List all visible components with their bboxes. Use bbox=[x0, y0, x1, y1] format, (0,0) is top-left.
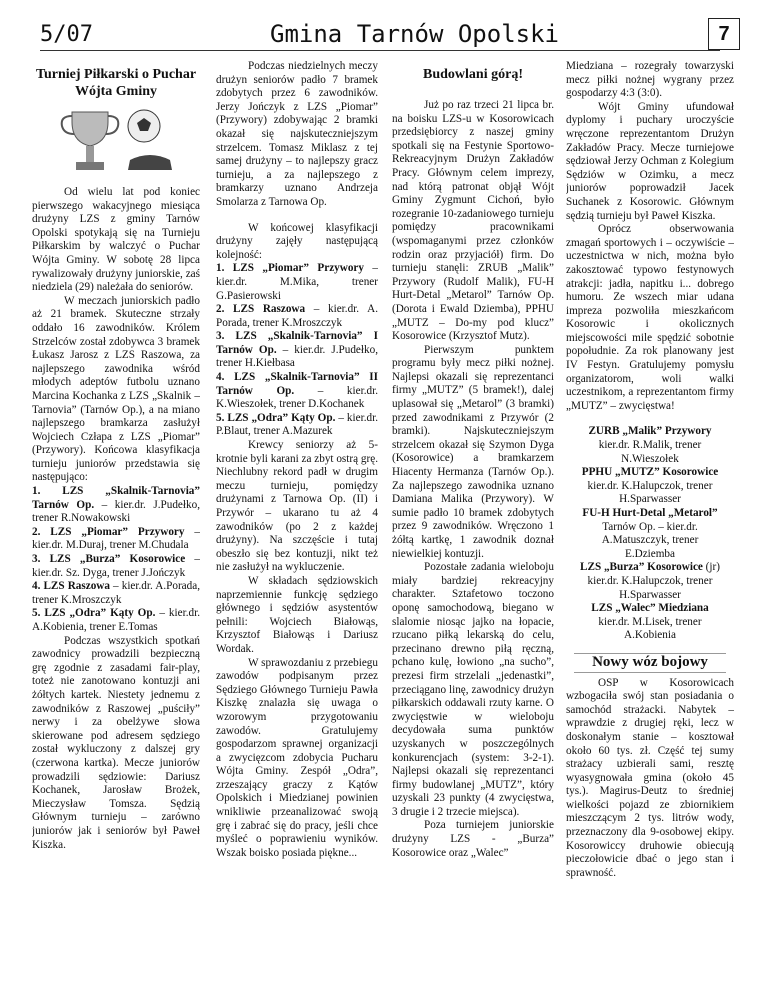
article-title-tournament: Turniej Piłkarski o Puchar Wójta Gminy bbox=[35, 67, 197, 99]
paragraph: Od wielu lat pod koniec pierwszego wakacyjnego miesiąca drużyny LZS z gminy Tarnów Opolski spotykają się na Turnieju Piłkarskim by walczyć o Puchar Wójta Gminy. W sobotę 28 lipca rywalizowały drużyny juniorskie, zaś niedziela (29) należała do seniorów. bbox=[32, 186, 200, 294]
paragraph: OSP w Kosorowicach wzbogaciła swój stan posiadania o samochód strażacki. Nabytek – wprawdzie z drugiej ręki, lecz w doskonałym stanie – kosztował około 60 tys. zł. Część tej sumy strażacy uzbierali sami, resztę wyasygnowała gmina (około 45 tys.). Magirus-Deutz to średniej wielkości pojazd ze zbiornikiem mieszczącym 2 tys. litrów wody, przeznaczony dla 9-osobowej ekipy. Kosorowiccy druhowie obiecują pieczołowicie dbać o jego stan i sprawność. bbox=[566, 676, 734, 879]
trophy-ball-illustration bbox=[32, 104, 200, 180]
article-title-builders: Budowlani górą! bbox=[423, 67, 523, 82]
team-detail: Tarnów Op. – kier.dr. bbox=[602, 520, 698, 533]
ranking-item: 2. LZS Raszowa – kier.dr. A. Porada, trener K.Mroszczyk bbox=[216, 303, 378, 329]
ranking-item: 4. LZS Raszowa – kier.dr. A.Porada, trener K.Mroszczyk bbox=[32, 580, 200, 606]
ranking-item: 3. LZS „Skalnik-Tarnovia” I Tarnów Op. – kier.dr. J.Pudełko, trener H.Kiełbasa bbox=[216, 330, 378, 370]
paragraph: W końcowej klasyfikacji drużyny zajęły następującą kolejność: bbox=[216, 221, 378, 261]
paragraph: W sprawozdaniu z przebiegu zawodów podpisanym przez Sędziego Głównego Turnieju Pawła Kiszkę znalazła się uwaga o wzorowym przygotowaniu zawodów. Gratulujemy gospodarzom sprawnej organizacji a zwycięzcom zdobycia Pucharu Wójta Gminy. Zespół „Odra”, zrzeszający graczy z Kątów Opolskich i Miedzianej powinien wnikliwie przeanalizować swoją grę i zabrać się do pracy, jeśli chce myśleć o poprawieniu wyników. Wszak boisko posiada piękne... bbox=[216, 656, 378, 859]
ranking-item: 3. LZS „Burza” Kosorowice – kier.dr. Sz. Dyga, trener J.Jończyk bbox=[32, 553, 200, 579]
issue-number: 5/07 bbox=[40, 22, 93, 47]
team-name: LZS „Burza” Kosorowice (jr) bbox=[580, 561, 720, 574]
team-detail: A.Matuszczyk, trener bbox=[601, 534, 699, 547]
team-detail: kier.dr. K.Halupczok, trener bbox=[587, 574, 713, 587]
team-name: LZS „Walec” Miedziana bbox=[591, 602, 709, 615]
column-1 bbox=[32, 60, 200, 986]
column-4 bbox=[566, 60, 734, 986]
team-detail: A.Kobienia bbox=[624, 629, 676, 642]
paragraph: Pierwszym punktem programu były mecz piłki nożnej. Najlepsi okazali się reprezentanci firmy „MUTZ” (5 bramek!), dalej uplasował się „Metarol” (3 bramki) przed zawodnikami z Przywór (2 bramki). Najskuteczniejszym strzelcem okazał się Szymon Dyga (Kosorowice) a bramkarzem Hiacenty Hermanza (Tarnów Op.). Za najlepszego zawodnika uznano Damiana Malika (Przywory). W sumie padło 10 bramek zdobytych przez 9 zawodników. Wręczono 1 żółtą kartkę, 1 zawodnik doznał niewielkiej kontuzji. bbox=[392, 343, 554, 560]
header-rule bbox=[40, 50, 720, 51]
team-detail: kier.dr. M.Lisek, trener bbox=[598, 615, 702, 628]
team-detail: H.Sparwasser bbox=[619, 588, 681, 601]
paragraph: Miedziana – rozegrały towarzyski mecz piłki nożnej wygrany przez gospodarzy 4:3 (3:0). bbox=[566, 60, 734, 100]
team-detail: E.Dziemba bbox=[624, 547, 675, 560]
page-header bbox=[40, 18, 740, 52]
column-3 bbox=[392, 60, 554, 986]
article-title-fire-truck: Nowy wóz bojowy bbox=[574, 653, 726, 673]
ranking-item: 5. LZS „Odra” Kąty Op. – kier.dr. P.Blaut, trener A.Mazurek bbox=[216, 411, 378, 438]
ranking-item: 1. LZS „Skalnik-Tarnovia” Tarnów Op. – kier.dr. J.Pudełko, trener R.Nowakowski bbox=[32, 485, 200, 525]
paragraph: Poza turniejem juniorskie drużyny LZS - „Burza” Kosorowice oraz „Walec” bbox=[392, 819, 554, 859]
paragraph: W meczach juniorskich padło aż 21 bramek. Skuteczne strzały oddało 16 zawodników. Królem Strzelców został zdobywca 3 bramek Łukasz Jarosz z LZS Raszowa, za najlepszego zawodnika wśród młodych adeptów futbolu uznano Marcina Kochanka z LZS „Skalnik – Tarnovia” (Tarnów Op.), a na miano najlepszego bramkarza zasłużył Wojciech Człapa z LZS „Piomar” (Przywory). Końcowa klasyfikacja turnieju juniorów przedstawia się następująco: bbox=[32, 294, 200, 484]
team-detail: H.Sparwasser bbox=[619, 493, 681, 506]
paragraph: Wójt Gminy ufundował dyplomy i puchary uroczyście wręczone reprezentantom Drużyn Zakładów Pracy. Mecze turniejowe sędziował Jerzy Ochman z Kolegium Sędziów w Ozimku, a mecz juniorów poprowadził Jacek Suchanek z Kosorowic. Głównym sędzią turnieju był Paweł Kiszka. bbox=[566, 100, 734, 222]
ranking-item: 4. LZS „Skalnik-Tarnovia” II Tarnów Op. – kier.dr. K.Wieszołek, trener D.Kochanek bbox=[216, 371, 378, 411]
team-detail: kier.dr. K.Halupczok, trener bbox=[587, 479, 713, 492]
team-name: ZURB „Malik” Przywory bbox=[588, 425, 712, 438]
paragraph: Krewcy seniorzy aż 5-krotnie byli karani za zbyt ostrą grę. Niechlubny rekord padł w drugim meczu turnieju, pomiędzy drużynami z Tarnowa Op. (II) i Przywór – ukarano tu aż 4 zawodników (po 2 z każdej drużyny). Na szczęście i tutaj obeszło się bez kontuzji, nikt też nie zasłużył na wykluczenie. bbox=[216, 439, 378, 574]
paragraph: W składach sędziowskich naprzemiennie funkcję sędziego głównego i sędziów asystentów pełnili: Wojciech Białowąs, Krzysztof Białowąs i Dariusz Wordak. bbox=[216, 574, 378, 655]
ranking-item: 5. LZS „Odra” Kąty Op. – kier.dr. A.Kobienia, trener E.Tomas bbox=[32, 607, 200, 633]
column-2 bbox=[216, 60, 378, 986]
paragraph: Pozostałe zadania wieloboju miały bardziej rekreacyjny charakter. Sztafetowo toczono oponę samochodową, biegano w slalomie niosąc jajko na łopacie, rzucano piłką lekarską do celu, przecinano drewno piłą ręczną, pchano kulę, łowiono „na sucho”, prezesi firm strzelali „jedenastki”, przeciągano linę, zawodnicy drużyn piłkarskich oddawali rzuty karne. O zwycięstwie w wieloboju decydowała suma punktów uzyskanych w poszczególnych konkurencjach (system: 3-2-1). Najlepsi okazali się reprezentanci firmy budowlanej „MUTZ”, który uzyskali 23 punkty (4 zwycięstwa, 3 drugie i 2 trzecie miejsca). bbox=[392, 561, 554, 818]
team-detail: N.Wieszołek bbox=[621, 452, 679, 465]
page-number: 7 bbox=[708, 18, 740, 50]
team-name: PPHU „MUTZ” Kosorowice bbox=[581, 466, 719, 479]
newspaper-title: Gmina Tarnów Opolski bbox=[270, 20, 559, 48]
ranking-item: 2. LZS „Piomar” Przywory – kier.dr. M.Duraj, trener M.Chudala bbox=[32, 525, 200, 552]
ranking-item: 1. LZS „Piomar” Przywory – kier.dr. M.Mika, trener G.Pasierowski bbox=[216, 262, 378, 302]
paragraph: Już po raz trzeci 21 lipca br. na boisku LZS-u w Kosorowicach przedsiębiorcy z naszej gminy spotkali się na Festynie Sportowo-Rekreacyjnym Drużyn Zakładów Pracy. Głównym celem imprezy, nad którą patronat objął Wójt Gminy Zygmunt Cichoń, było rozegranie 10-zadaniowego turnieju pomiędzy pracownikami (wspomaganymi przez członków rodzin oraz przyjaciół) firm. Do turnieju stanęli: ZRUB „Malik” Przywory (Rudolf Malik), FU-H Hurt-Detal „Metarol” Tarnów Op. (Dorota i Ewald Dziemba), PPHU „MUTZ – Do-my pod klucz” Kosorowice (Krzysztof Mutz). bbox=[392, 99, 554, 343]
team-detail: kier.dr. R.Malik, trener bbox=[598, 439, 702, 452]
paragraph: Podczas niedzielnych meczy drużyn seniorów padło 7 bramek zdobytych przez 6 zawodników. Jerzy Jończyk z LZS „Piomar” (Przywory) zdobywając 2 bramki okazał się najskuteczniejszym strzelcem. Tomasz Miklasz z tej samej drużyny – to najlepszy gracz turnieju, a za najlepszego z bramkarzy uznano Andrzeja Smolarza z Tarnowa Op. bbox=[216, 60, 378, 208]
paragraph: Oprócz obserwowania zmagań sportowych i – oczywiście – uczestnictwa w nich, można było zakosztować typowo festynowych atrakcji: jadła, napitku i... dobrego humoru. Ze wszech miar udana impreza pozwoliła mieszkańcom Kosorowic i okolicznych miejscowości mile spędzić sobotnie popołudnie. Za rok planowany jest IV Festyn. Gratulujemy pomysłu organizatorom, woli walki uczestnikom, a reprezentantom firmy „MUTZ” – zwycięstwa! bbox=[566, 223, 734, 412]
team-name: FU-H Hurt-Detal „Metarol” bbox=[582, 507, 718, 519]
paragraph: Podczas wszystkich spotkań zawodnicy prowadzili bezpieczną grę zgodnie z zasadami fair-play, toteż nie zanotowano kontuzji ani żółtych kartek. Niestety jednemu z zawodników z Raszowej „puściły” nerwy i za obelżywe słowa skierowane pod adresem sędziego został wykluczony z dalszej gry (czerwona kartka). Mecze juniorów prowadzili sędziowie: Dariusz Kochanek, Jarosław Brożek, Mieczysław Tomsza. Sędzią Głównym turnieju – zarówno juniorów jak i seniorów był Paweł Kiszka. bbox=[32, 634, 200, 851]
